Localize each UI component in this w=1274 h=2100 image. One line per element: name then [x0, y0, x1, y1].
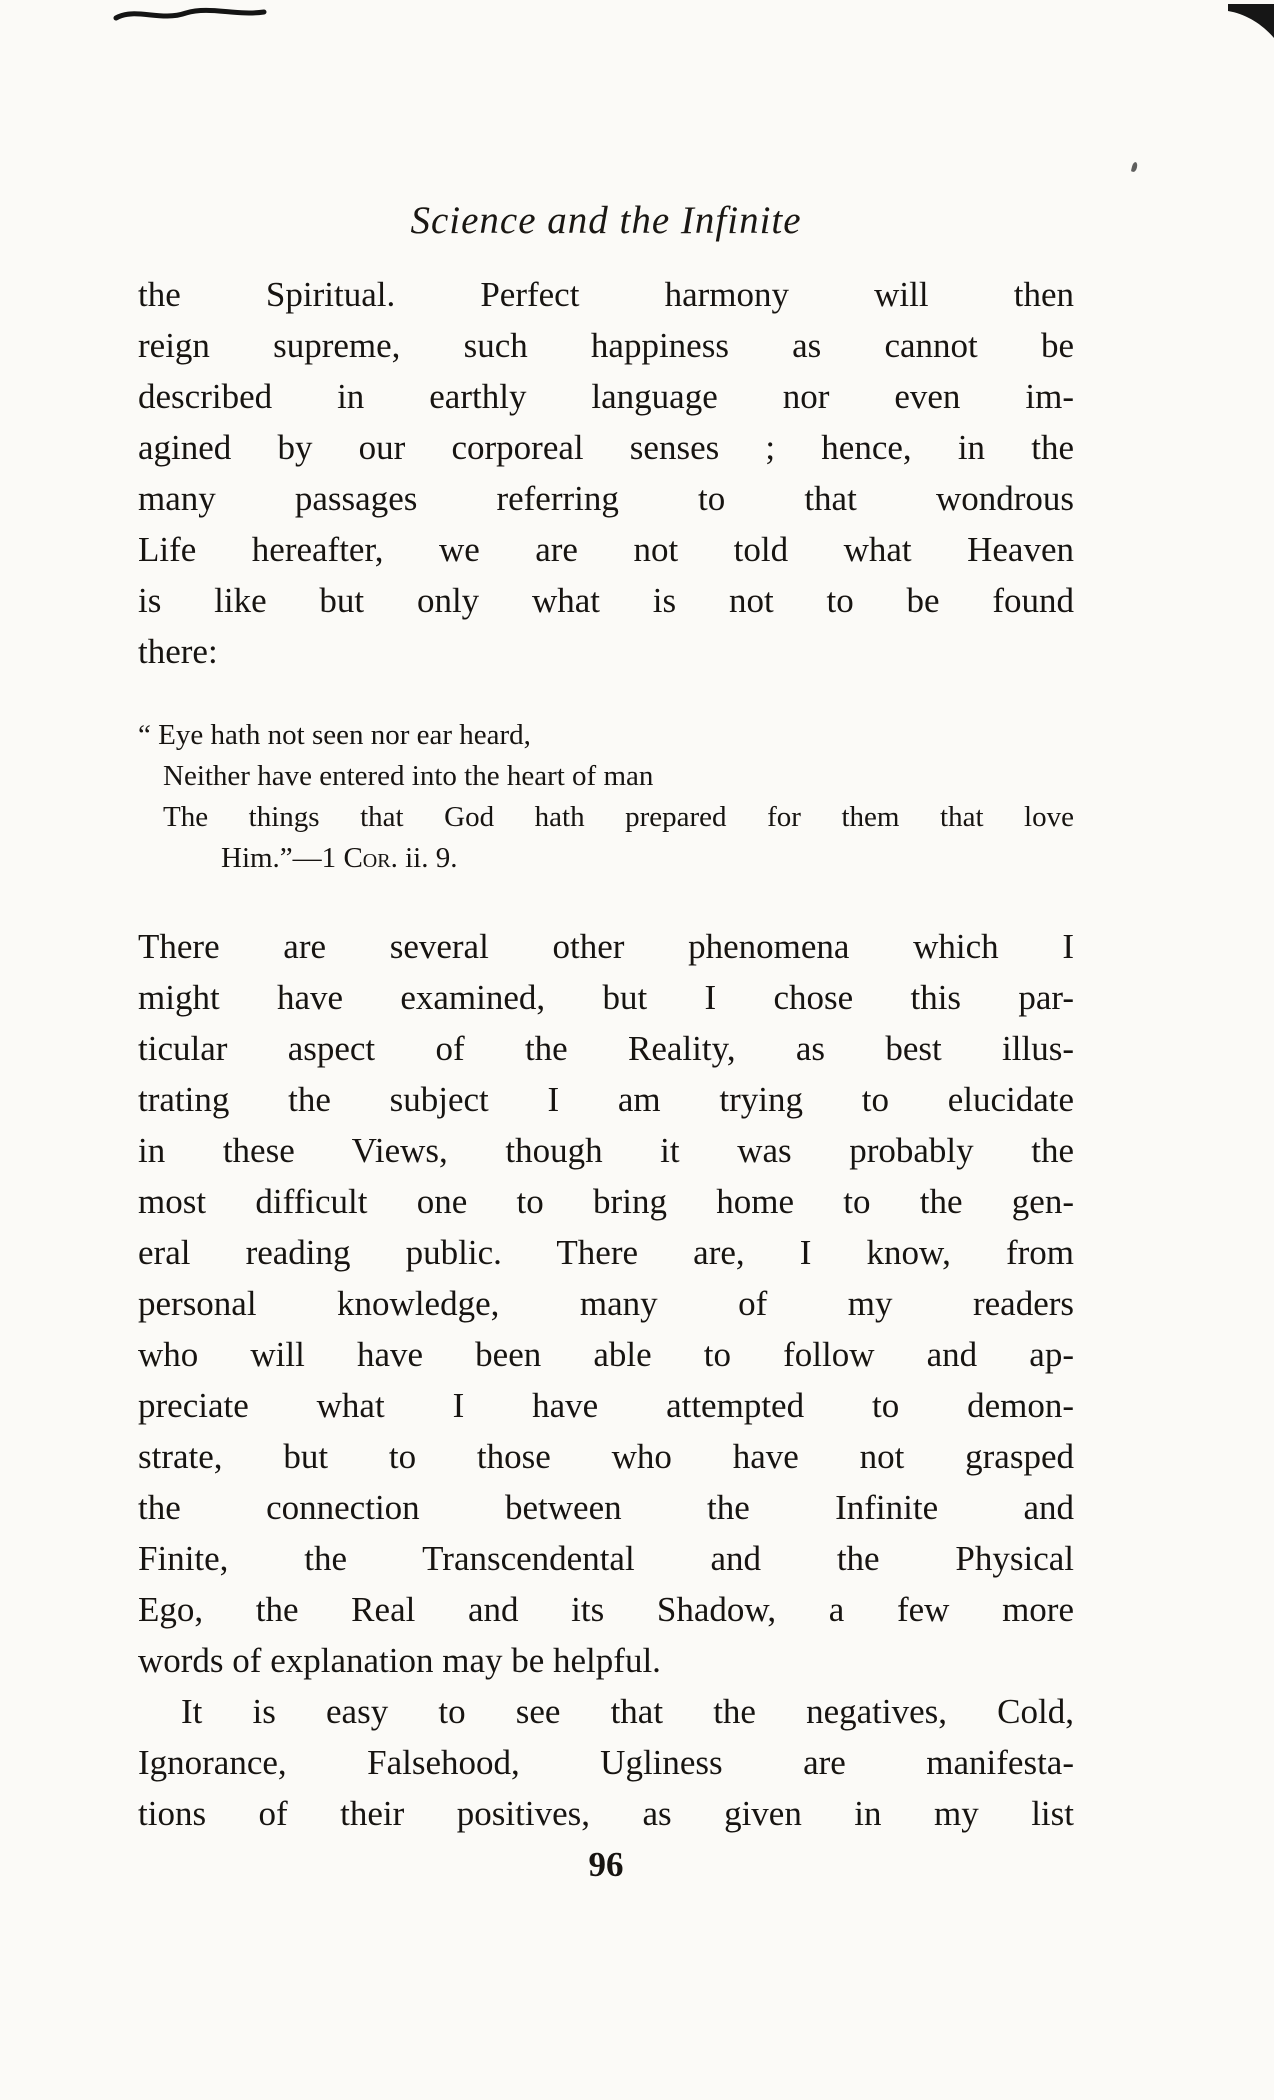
text-line: Ignorance, Falsehood, Ugliness are manifesta- [138, 1743, 1074, 1782]
text-line: who will have been able to follow and ap- [138, 1335, 1074, 1374]
text-line: might have examined, but I chose this par- [138, 978, 1074, 1017]
text-line: Finite, the Transcendental and the Physical [138, 1539, 1074, 1578]
attribution-verse: ii. 9. [397, 842, 458, 874]
text-line: tions of their positives, as given in my list [138, 1794, 1074, 1833]
text-line: It is easy to see that the negatives, Cold, [181, 1692, 1074, 1731]
quote-line: “ Eye hath not seen nor ear heard, [138, 719, 531, 751]
quote-attribution [138, 838, 1074, 879]
page-title: Science and the Infinite [410, 199, 802, 242]
page-body [138, 269, 1074, 1885]
paragraph-phenomena [138, 921, 1074, 1686]
text-line: preciate what I have attempted to demon- [138, 1386, 1074, 1425]
paragraph-spiritual [138, 269, 1074, 677]
text-line: the connection between the Infinite and [138, 1488, 1074, 1527]
text-line: many passages referring to that wondrous [138, 479, 1074, 518]
text-column [138, 0, 1074, 1885]
text-line: trating the subject I am trying to elucidate [138, 1080, 1074, 1119]
text-line: reign supreme, such happiness as cannot be [138, 326, 1074, 365]
attribution-prefix: Him.”—1 [221, 842, 344, 874]
ink-speck-artifact [1131, 162, 1138, 173]
text-line: ticular aspect of the Reality, as best illus- [138, 1029, 1074, 1068]
corner-tear-artifact [1228, 4, 1274, 42]
text-line: eral reading public. There are, I know, from [138, 1233, 1074, 1272]
text-line: There are several other phenomena which I [138, 927, 1074, 966]
text-line: strate, but to those who have not grasped [138, 1437, 1074, 1476]
page-number: 96 [588, 1845, 624, 1884]
text-line: in these Views, though it was probably the [138, 1131, 1074, 1170]
text-line: agined by our corporeal senses ; hence, in the [138, 428, 1074, 467]
text-line: Life hereafter, we are not told what Heaven [138, 530, 1074, 569]
text-line: words of explanation may be helpful. [138, 1641, 661, 1680]
text-line: is like but only what is not to be found [138, 581, 1074, 620]
paragraph-negatives [138, 1686, 1074, 1839]
text-line: Ego, the Real and its Shadow, a few more [138, 1590, 1074, 1629]
text-line: there: [138, 632, 218, 671]
attribution-book-name: Cor. [343, 842, 398, 874]
text-line: the Spiritual. Perfect harmony will then [138, 275, 1074, 314]
quote-line: The things that God hath prepared for them that love [163, 801, 1074, 833]
quote-line: Neither have entered into the heart of man [163, 760, 654, 792]
scripture-quote [138, 715, 1074, 879]
text-line: most difficult one to bring home to the gen- [138, 1182, 1074, 1221]
text-line: described in earthly language nor even im- [138, 377, 1074, 416]
text-line: personal knowledge, many of my readers [138, 1284, 1074, 1323]
